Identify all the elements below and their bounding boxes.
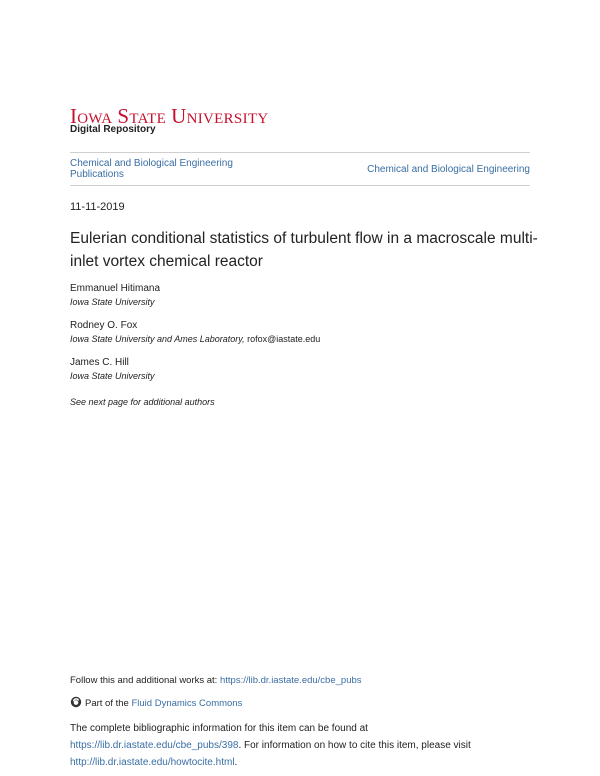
open-access-icon <box>70 696 82 711</box>
divider-bottom <box>70 185 530 186</box>
citation-text: . For information on how to cite this item, please visit <box>238 740 471 751</box>
author-affiliation: Iowa State University and Ames Laboratory <box>70 334 243 344</box>
article-title: Eulerian conditional statistics of turbulent flow in a macroscale multi-inlet vortex chemical reactor <box>70 230 538 270</box>
part-of-text: Part of the <box>85 698 132 709</box>
author-block <box>70 357 155 381</box>
author-affiliation: Iowa State University <box>70 297 155 307</box>
follow-line <box>70 675 362 686</box>
citation-end: . <box>234 757 238 768</box>
follow-link[interactable]: https://lib.dr.iastate.edu/cbe_pubs <box>219 675 362 686</box>
fluid-dynamics-commons-link[interactable]: Fluid Dynamics Commons <box>131 698 243 709</box>
author-name: Rodney O. Fox <box>70 320 138 331</box>
author-email: rofox@iastate.edu <box>247 334 321 344</box>
author-block <box>70 283 160 307</box>
collection-publications-link[interactable]: Chemical and Biological Engineering Publications <box>70 158 233 180</box>
how-to-cite-link[interactable]: http://lib.dr.iastate.edu/howtocite.html <box>70 757 235 768</box>
logo-text: NIVERSITY <box>186 111 269 127</box>
citation-text: The complete bibliographic information for this item can be found at <box>70 723 368 734</box>
logo-letter: I <box>70 104 78 128</box>
publication-date: 11-11-2019 <box>70 201 125 213</box>
divider-top <box>70 152 530 153</box>
logo-letter: S <box>117 104 130 128</box>
logo-text: OWA <box>77 111 113 127</box>
author-name: Emmanuel Hitimana <box>70 283 161 294</box>
author-block <box>70 320 320 344</box>
additional-authors-note: See next page for additional authors <box>70 397 215 407</box>
part-of-line <box>70 696 242 711</box>
author-name: James C. Hill <box>70 357 129 368</box>
follow-text: Follow this and additional works at: <box>70 675 220 686</box>
logo-subtitle: Digital Repository <box>70 124 156 135</box>
logo-letter: U <box>171 104 187 128</box>
author-affiliation: Iowa State University <box>70 371 155 381</box>
logo-text: TATE <box>129 111 167 127</box>
author-affiliation-line: Iowa State University and Ames Laboratory, rofox@iastate.edu <box>70 334 321 344</box>
citation-paragraph <box>70 720 540 771</box>
item-link[interactable]: https://lib.dr.iastate.edu/cbe_pubs/398 <box>70 740 239 751</box>
collection-department-link[interactable]: Chemical and Biological Engineering <box>367 164 530 175</box>
